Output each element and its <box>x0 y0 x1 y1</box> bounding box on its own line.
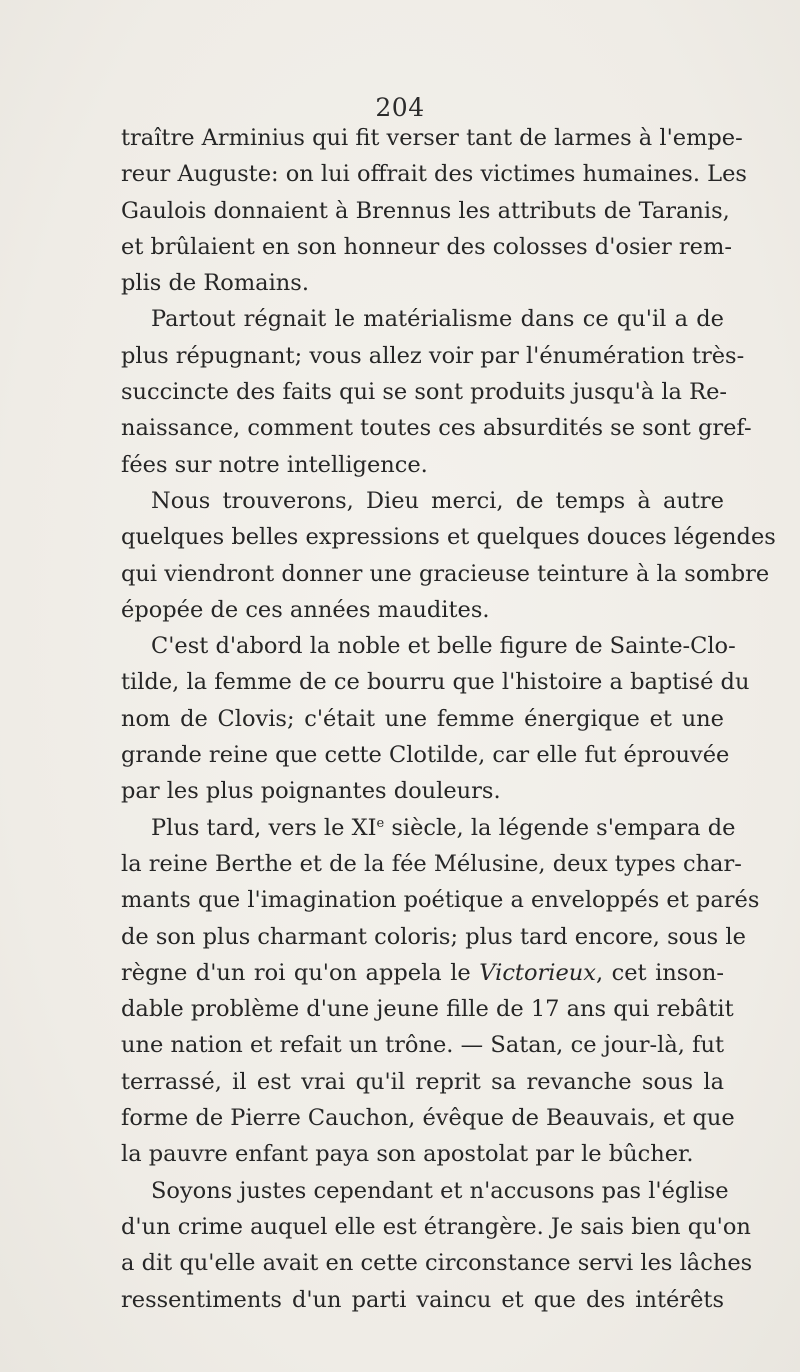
text-line: par les plus poignantes douleurs. <box>121 778 501 805</box>
text-line: tilde, la femme de ce bourru que l'histoire a baptisé du <box>121 669 750 696</box>
text-line: qui viendront donner une gracieuse teinture à la sombre <box>121 560 770 587</box>
text-line: grande reine que cette Clotilde, car elle fut éprouvée <box>121 742 730 769</box>
text-line: reur Auguste: on lui offrait des victimes humaines. Les <box>121 161 747 188</box>
text-line: a dit qu'elle avait en cette circonstance servi les lâches <box>121 1250 753 1277</box>
text-line: la pauvre enfant paya son apostolat par le bûcher. <box>121 1141 694 1168</box>
text-line: quelques belles expressions et quelques douces légendes <box>121 524 776 551</box>
page-number: 204 <box>375 93 425 122</box>
text-line: la reine Berthe et de la fée Mélusine, deux types char- <box>121 850 742 877</box>
text-line: Soyons justes cependant et n'accusons pas l'église <box>151 1177 729 1204</box>
text-line: Partout régnait le matérialisme dans ce qu'il a de <box>151 306 724 333</box>
text-line: une nation et refait un trône. — Satan, ce jour-là, fut <box>121 1032 724 1059</box>
text-segment: Plus tard, vers le XI <box>151 814 377 841</box>
italic-text: Victorieux <box>479 959 596 986</box>
text-line: dable problème d'une jeune fille de 17 ans qui rebâtit <box>121 996 734 1023</box>
text-line: Gaulois donnaient à Brennus les attributs de Taranis, <box>121 197 730 224</box>
text-line: terrassé, il est vrai qu'il reprit sa revanche sous la <box>121 1068 724 1095</box>
text-line: succincte des faits qui se sont produits jusqu'à la Re- <box>121 379 727 406</box>
text-line: forme de Pierre Cauchon, évêque de Beauvais, et que <box>121 1105 735 1132</box>
superscript: e <box>376 815 385 831</box>
text-line: d'un crime auquel elle est étrangère. Je sais bien qu'on <box>121 1213 751 1240</box>
text-line: et brûlaient en son honneur des colosses d'osier rem- <box>121 233 732 260</box>
text-line: mants que l'imagination poétique a enveloppés et parés <box>121 887 760 914</box>
text-line: C'est d'abord la noble et belle figure de Sainte-Clo- <box>151 633 736 660</box>
text-segment: règne d'un roi qu'on appela le <box>121 959 480 986</box>
text-line: épopée de ces années maudites. <box>121 596 490 623</box>
body-text <box>121 120 776 1318</box>
text-line: ressentiments d'un parti vaincu et que des intérêts <box>121 1286 724 1313</box>
text-line: plis de Romains. <box>121 270 309 297</box>
text-segment: , cet inson- <box>595 959 724 986</box>
text-segment: siècle, la légende s'empara de <box>384 814 736 841</box>
text-line: naissance, comment toutes ces absurdités se sont gref- <box>121 415 752 442</box>
text-line: traître Arminius qui fit verser tant de larmes à l'empe- <box>121 125 743 151</box>
text-line: fées sur notre intelligence. <box>121 451 428 478</box>
text-line: de son plus charmant coloris; plus tard encore, sous le <box>121 923 746 950</box>
text-line: Nous trouverons, Dieu merci, de temps à autre <box>151 487 724 514</box>
text-line: plus répugnant; vous allez voir par l'énumération très- <box>121 342 745 369</box>
text-line: nom de Clovis; c'était une femme énergique et une <box>121 705 724 732</box>
text-line-with-superscript <box>121 810 736 846</box>
text-line-with-italic <box>121 955 724 991</box>
